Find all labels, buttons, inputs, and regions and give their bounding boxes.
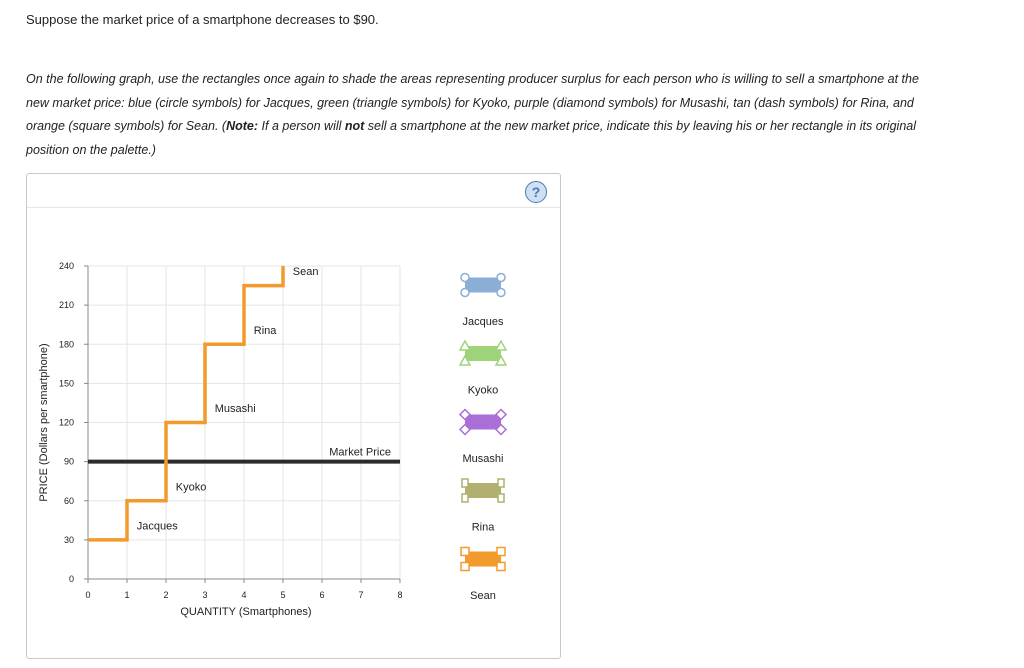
y-tick-label: 60 [63, 495, 74, 506]
corner-square-icon[interactable] [497, 548, 505, 556]
palette-rect-fill[interactable] [465, 552, 501, 567]
corner-triangle-icon[interactable] [460, 341, 470, 350]
palette-kyoko-rectangle[interactable] [460, 341, 506, 365]
question-text: Suppose the market price of a smartphone decreases to $90. [26, 12, 379, 27]
palette-rina-label: Rina [471, 521, 495, 534]
palette-musashi-label: Musashi [462, 453, 504, 465]
seller-label-rina: Rina [253, 324, 277, 337]
corner-triangle-icon[interactable] [496, 341, 506, 350]
x-tick-label: 4 [241, 590, 247, 600]
corner-circle-icon[interactable] [461, 289, 469, 297]
corner-circle-icon[interactable] [461, 274, 469, 282]
y-tick-label: 0 [68, 574, 74, 584]
instructions-text-1: On the following graph, use the rectangles once again to shade the areas representing producer surplus for each person who is willing to sell a smartphone at the new market price: blue (circle symbols) for Jacques, green (triangle symbols) for Kyoko, purple (diamond symbols) for Musashi, tan (dash symbols) for Rina, and orange (square symbols) for Sean. ( [26, 72, 919, 134]
y-tick-label: 90 [63, 456, 74, 467]
palette-rina-rectangle[interactable] [462, 479, 504, 502]
seller-label-musashi: Musashi [214, 403, 256, 416]
palette-rect-fill[interactable] [465, 278, 501, 293]
x-tick-label: 5 [280, 590, 286, 600]
palette-jacques-label: Jacques [462, 316, 504, 328]
palette-jacques-rectangle[interactable] [461, 274, 505, 297]
not-emphasis: not [344, 119, 365, 134]
x-tick-label: 6 [319, 590, 325, 600]
corner-square-icon[interactable] [461, 548, 469, 556]
palette-rect-fill[interactable] [465, 415, 501, 430]
market-price-label: Market Price [329, 446, 391, 459]
x-tick-label: 8 [397, 590, 403, 600]
palette-musashi-rectangle[interactable] [460, 410, 506, 435]
palette-rect-fill[interactable] [465, 346, 501, 361]
corner-circle-icon[interactable] [497, 289, 505, 297]
x-tick-label: 2 [163, 590, 169, 600]
x-tick-label: 1 [124, 590, 130, 600]
seller-label-jacques: Jacques [136, 520, 178, 533]
corner-square-icon[interactable] [461, 563, 469, 571]
y-tick-label: 30 [63, 534, 74, 545]
corner-dash-icon[interactable] [498, 494, 504, 502]
corner-dash-icon[interactable] [462, 494, 468, 502]
y-tick-label: 240 [58, 261, 74, 271]
y-tick-label: 120 [58, 417, 74, 428]
corner-dash-icon[interactable] [462, 479, 468, 487]
x-axis-title: QUANTITY (Smartphones) [180, 606, 312, 618]
y-axis-title: PRICE (Dollars per smartphone) [38, 343, 50, 502]
x-tick-label: 3 [202, 590, 208, 600]
palette-sean-label: Sean [470, 590, 496, 602]
y-tick-label: 210 [58, 300, 74, 311]
palette-kyoko-label: Kyoko [467, 384, 499, 397]
palette-sean-rectangle[interactable] [461, 548, 505, 571]
x-tick-label: 0 [85, 590, 91, 600]
y-tick-label: 180 [58, 339, 74, 350]
note-label: Note: [226, 119, 259, 134]
corner-square-icon[interactable] [497, 563, 505, 571]
corner-circle-icon[interactable] [497, 274, 505, 282]
seller-label-kyoko: Kyoko [175, 481, 207, 494]
x-tick-label: 7 [358, 590, 364, 600]
help-icon[interactable]: ? [525, 181, 547, 203]
instructions-text-3: sell a smartphone at the new market price, indicate this by leaving his or her rectangle in its original position on the palette.) [26, 119, 916, 157]
instructions-text-2: If a person will [258, 119, 345, 134]
y-tick-label: 150 [58, 378, 74, 389]
palette-rect-fill[interactable] [465, 483, 501, 498]
corner-dash-icon[interactable] [498, 479, 504, 487]
seller-label-sean: Sean [292, 266, 319, 279]
